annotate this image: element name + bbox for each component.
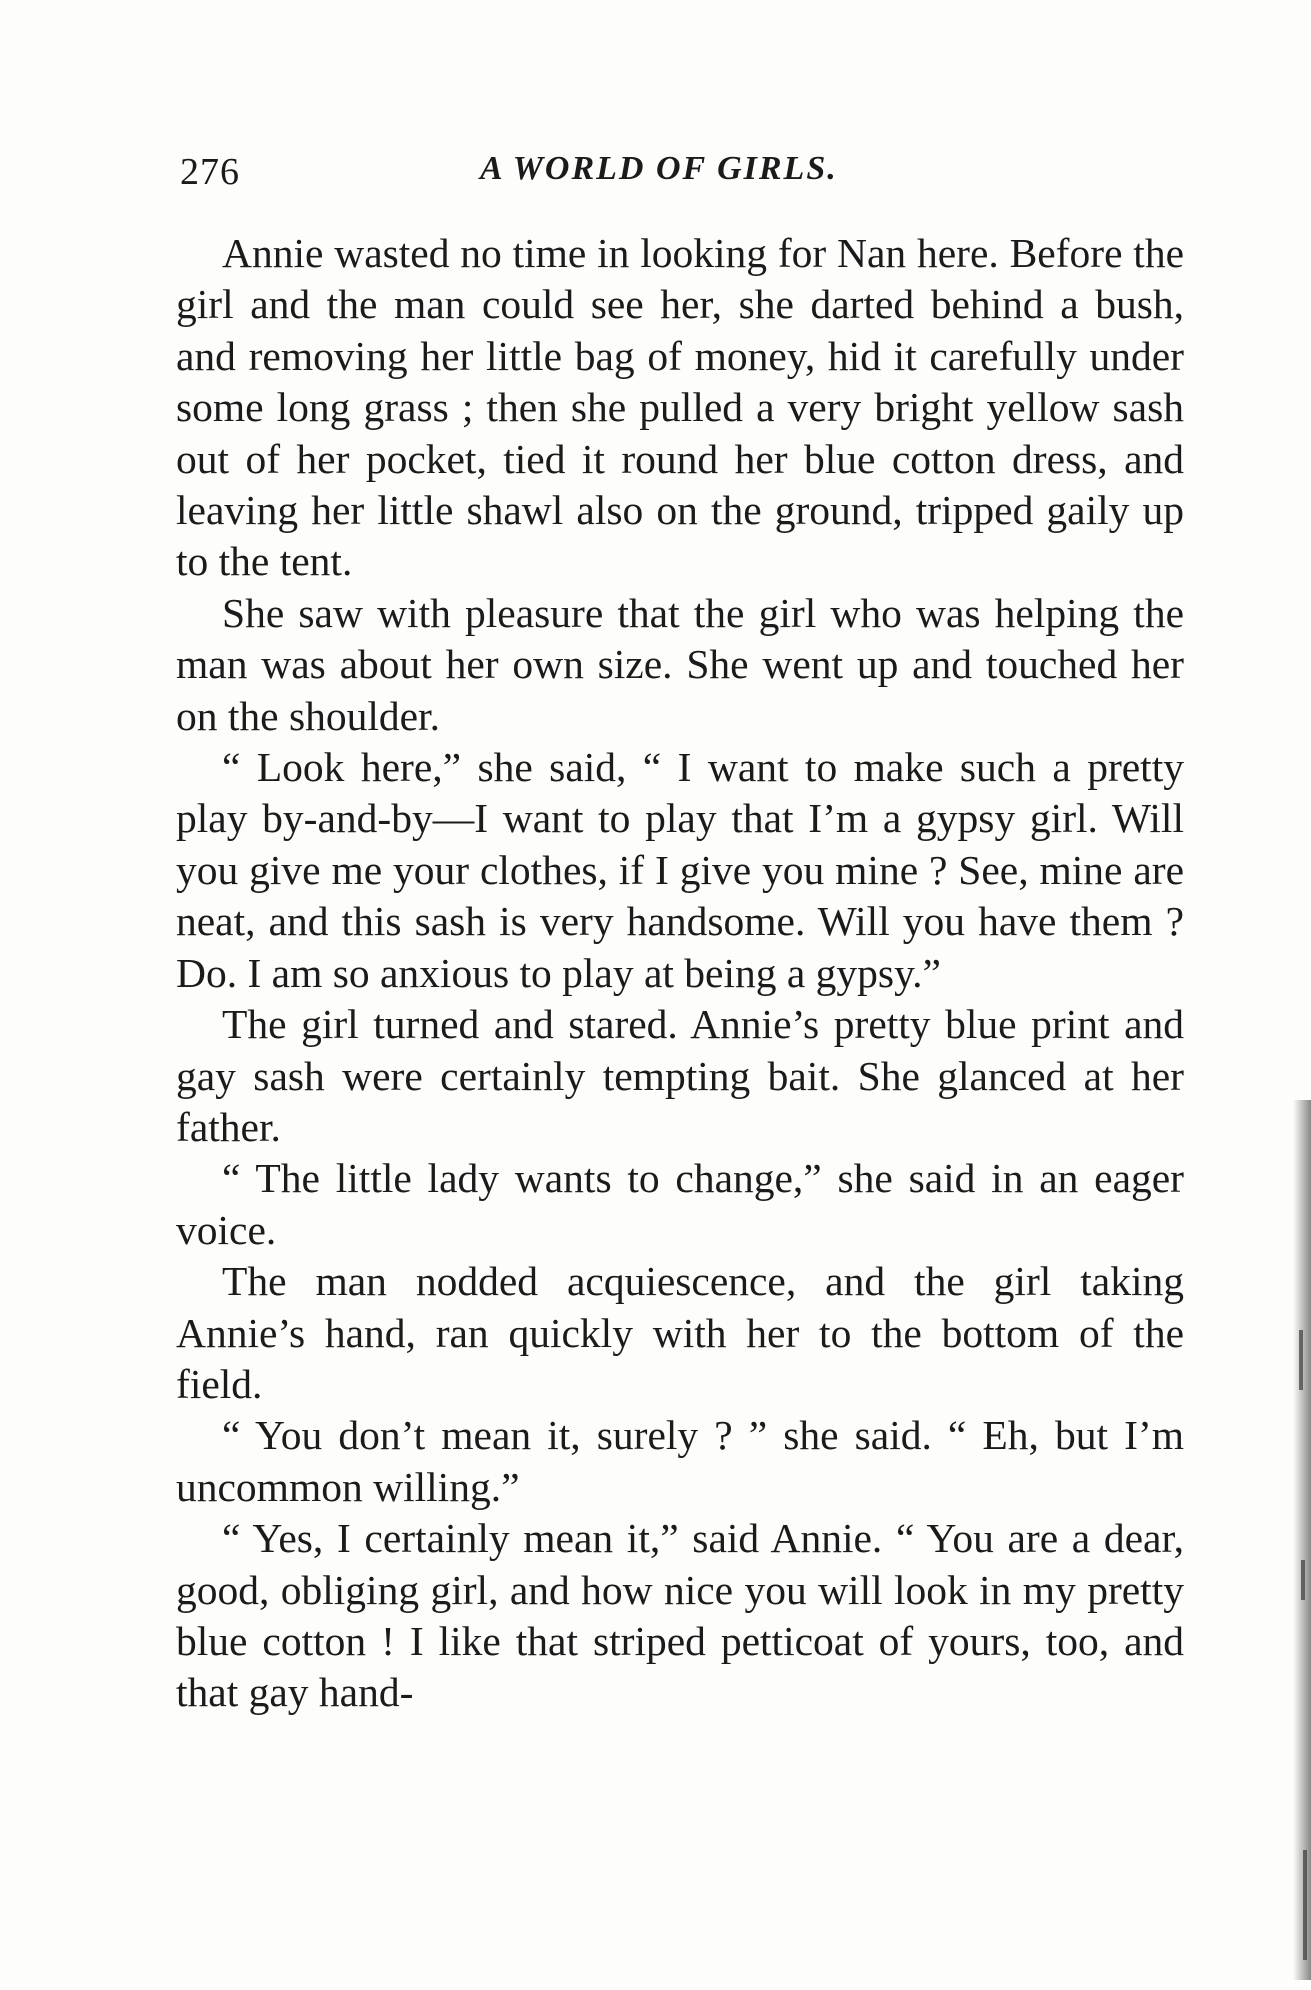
paragraph: “ You don’t mean it, surely ? ” she said. “ Eh, but I’m uncommon willing.” xyxy=(176,1412,1184,1510)
page-edge-speck xyxy=(1303,1850,1307,1960)
running-head xyxy=(180,150,1180,200)
paragraph: The man nodded acquiescence, and the girl taking Annie’s hand, ran quickly with her to the bottom of the field. xyxy=(176,1258,1184,1407)
paragraph: Annie wasted no time in looking for Nan here. Before the girl and the man could see her, she darted behind a bush, and removing her little bag of money, hid it carefully under some long grass ; then she pulled a very bright yellow sash out of her pocket, tied it round her blue cotton dress, and leaving her little shawl also on the ground, tripped gaily up to the tent. xyxy=(176,230,1184,585)
running-title: A WORLD OF GIRLS. xyxy=(480,150,838,187)
page-edge-speck xyxy=(1299,1330,1303,1390)
page-edge-shadow xyxy=(1293,1100,1311,1980)
paragraph: “ The little lady wants to change,” she said in an eager voice. xyxy=(176,1155,1184,1253)
body-text xyxy=(176,228,1184,1719)
page-edge-speck xyxy=(1301,1560,1305,1600)
paragraph: She saw with pleasure that the girl who was helping the man was about her own size. She went up and touched her on the shoulder. xyxy=(176,589,1184,739)
page-number: 276 xyxy=(180,151,240,193)
paragraph: “ Yes, I certainly mean it,” said Annie. “ You are a dear, good, obliging girl, and how nice you will look in my pretty blue cotton ! I like that striped petticoat of yours, too, and that gay hand- xyxy=(176,1515,1184,1716)
paragraph: “ Look here,” she said, “ I want to make such a pretty play by-and-by—I want to play that I’m a gypsy girl. Will you give me your clothes, if I give you mine ? See, mine are neat, and this sash is very handsome. Will you have them ? Do. I am so anxious to play at being a gypsy.” xyxy=(176,744,1184,996)
paragraph: The girl turned and stared. Annie’s pretty blue print and gay sash were certainly tempting bait. She glanced at her father. xyxy=(176,1001,1184,1150)
